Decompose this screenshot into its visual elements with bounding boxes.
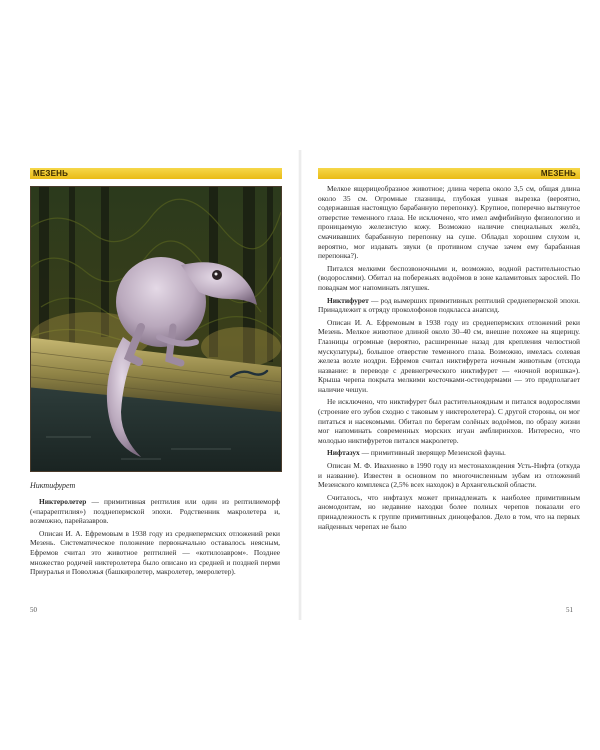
left-header-bar	[30, 168, 282, 179]
left-header-label: МЕЗЕНЬ	[33, 169, 69, 178]
term: Нифтазух	[327, 448, 360, 458]
left-paragraph: Никтеролетер — примитивная рептилия или один из рептилиеморф («парарептилия») позднепермской эпохи. Родственник макролетера и, возможно, парейазавров.	[30, 497, 280, 526]
right-paragraph: Не исключено, что никтифурет был растительноядным и питался водорослями (строение его зубов сходно с таковым у никтеролетера). С другой стороны, он мог питаться и насекомыми. Обитал по берегам солёных водоёмов, по образу жизни мог напоминать современных морских игуан амблиринхов. Интересно, что молодью никтифуретов питался макролетер.	[318, 397, 580, 445]
right-header-bar	[318, 168, 580, 179]
right-paragraph: Описан И. А. Ефремовым в 1938 году из среднепермских отложений реки Мезень. Мелкое животное длиной около 30–40 см, внешне похожее на ящерицу. Глазницы огромные (вероятно, расширенные назад для крепления челюстной мускулатуры), большое отверстие теменного глаза. Возможно, имелась солевая железа возле ноздри. Ефремов считал никтифурета ночным животным (отсюда название: в переводе с древнегреческого никтифурет — «ночной воришка»). Крыша черепа покрыта мелкими косточками-остеодермами — это предполагает наличие чешуи.	[318, 317, 580, 394]
right-paragraph: Питался мелкими беспозвоночными и, возможно, водной растительностью (водорослями). Обитал на побережьях водоёмов в зоне каламитовых зарослей. По повадкам мог напоминать лягушек.	[318, 263, 580, 292]
left-paragraph: Описан И. А. Ефремовым в 1938 году из среднепермских отложений реки Мезень. Систематическое положение первоначально оставалось неясным, Ефремов считал это животное рептилией — «котилозавром». Позднее множество родичей никтеролетера было описано из средней и поздней перми Приуралья и Поволжья (башкиролетер, макролетер, эмеролетер).	[30, 528, 280, 577]
page-number-left: 50	[30, 606, 37, 614]
right-paragraph: Нифтазух — примитивный зверящер Мезенской фауны.	[327, 448, 506, 458]
left-text-block	[30, 497, 280, 580]
page-number-right: 51	[566, 606, 573, 614]
right-paragraph: Мелкое ящерицеобразное животное; длина черепа около 3,5 см, общая длина около 35 см. Огромные глазницы, глубокая ушная вырезка (вероятно, содержавшая настоящую барабанную перепонку). Крупное, поперечно вытянутое отверстие теменного глаза. Не исключено, что имел амфибийную физиологию и проницаемую железистую кожу. Возможно наличие специальных желёз, смачивавших барабанную перепонку на суше. Обладал хорошим слухом и, вероятно, мог издавать звуки (в противном случае зачем ему барабанная перепонка?).	[318, 184, 580, 261]
right-paragraph: Никтифурет — род вымерших примитивных рептилий среднепермской эпохи. Принадлежит к отряду проколофонов подкласса анапсид.	[318, 295, 580, 315]
right-paragraph: Считалось, что нифтазух может принадлежать к наиболее примитивным аномодонтам, но недавние находки более полных черепов показали его принадлежность к группе примитивных диноцефалов. Дело в том, что на первых найденных черепах не было	[318, 492, 580, 531]
right-text-block	[318, 184, 580, 534]
term: Никтифурет	[327, 295, 369, 305]
illustration-caption: Никтифурет	[30, 481, 76, 490]
right-paragraph: Описан М. Ф. Ивахненко в 1990 году из местонахождения Усть-Нифта (откуда и название). Известен в основном по многочисленным зубам из отложений Мезенского комплекса (2,5% всех находок) в Архангельской области.	[318, 461, 580, 490]
right-header-label: МЕЗЕНЬ	[540, 169, 576, 178]
illustration-svg	[31, 187, 281, 471]
term: Никтеролетер	[39, 497, 87, 506]
nyctiphruretus-illustration	[30, 186, 282, 472]
